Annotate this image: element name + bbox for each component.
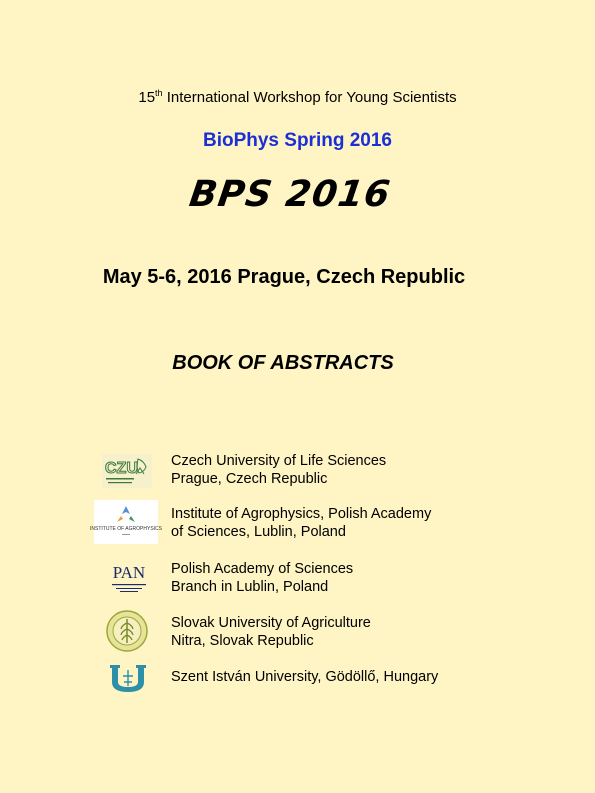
szie-logo xyxy=(96,668,158,714)
institution-name: Polish Academy of Sciences xyxy=(171,561,354,577)
institution-location: Branch in Lublin, Poland xyxy=(171,579,329,595)
institution-name: Slovak University of Agriculture xyxy=(171,615,371,631)
pan-logo-text: PAN xyxy=(112,563,146,582)
institution-name: Institute of Agrophysics, Polish Academy xyxy=(171,506,432,522)
agrophysics-logo xyxy=(90,505,162,551)
institution-name: Szent István University, Gödöllő, Hungary xyxy=(171,669,439,685)
agrophysics-logo-text: INSTITUTE OF AGROPHYSICS xyxy=(90,526,162,532)
institution-pan xyxy=(96,560,566,610)
institution-agrophysics xyxy=(90,505,566,555)
institution-czu xyxy=(96,452,566,502)
event-name: BioPhys Spring 2016 xyxy=(202,130,392,151)
institution-spu xyxy=(96,614,566,664)
institution-location: Prague, Czech Republic xyxy=(171,471,328,487)
institution-location: of Sciences, Lublin, Poland xyxy=(171,524,346,540)
workshop-title xyxy=(0,88,595,106)
czu-logo xyxy=(96,452,158,498)
spu-logo xyxy=(96,614,158,660)
date-place: May 5-6, 2016 Prague, Czech Republic xyxy=(102,266,466,288)
workshop-title-rest: International Workshop for Young Scientists xyxy=(162,89,457,106)
book-title: BOOK OF ABSTRACTS xyxy=(172,352,394,374)
institution-location: Nitra, Slovak Republic xyxy=(171,633,314,649)
pan-logo xyxy=(96,560,158,606)
institution-name: Czech University of Life Sciences xyxy=(171,453,387,469)
workshop-ordinal-suffix: th xyxy=(155,88,163,98)
czu-logo-text: CZU xyxy=(105,460,138,477)
institution-szie xyxy=(96,668,566,718)
workshop-ordinal: 15 xyxy=(138,89,156,106)
event-short-name: BPS 2016 xyxy=(186,174,394,215)
